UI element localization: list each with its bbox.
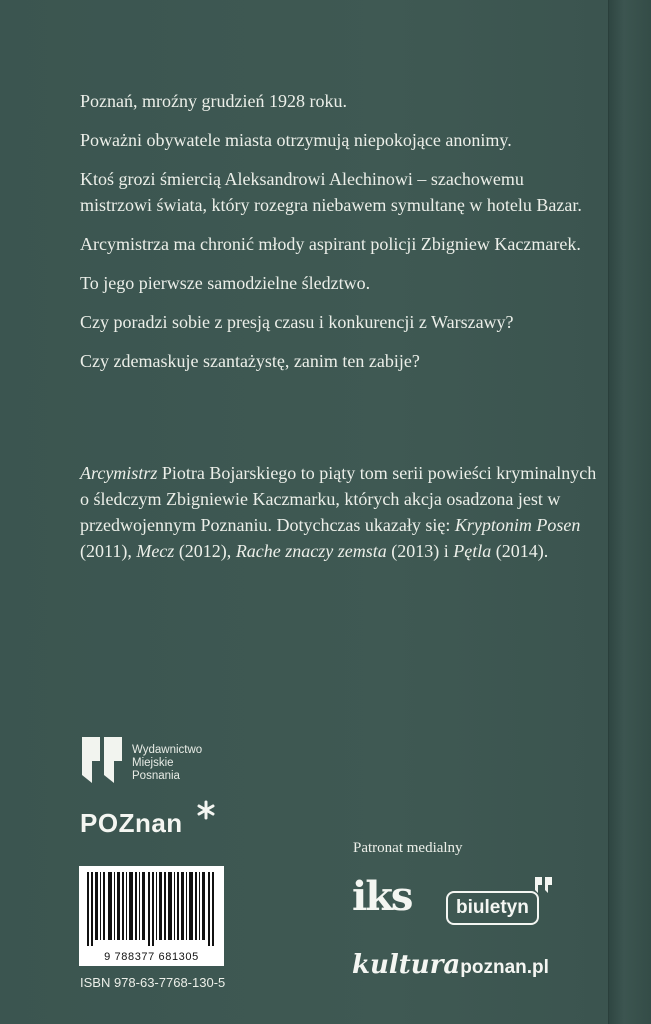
barcode-digits: 9 788377 681305 — [104, 951, 199, 963]
series-book-title: Pętla — [453, 541, 492, 561]
publisher-name-line: Posnania — [132, 770, 180, 782]
note-year: (2014). — [491, 541, 549, 561]
cover-spine-edge — [608, 0, 651, 1024]
biuletyn-logo: biuletyn — [446, 891, 539, 925]
note-year: (2012), — [174, 541, 236, 561]
poznan-city-logo: POZnan — [80, 808, 183, 838]
blurb-text — [80, 88, 600, 387]
quote-mark-icon — [534, 876, 554, 894]
publisher-name — [132, 744, 202, 783]
series-book-title: Mecz — [136, 541, 175, 561]
note-year: (2011), — [80, 541, 137, 561]
publisher-quote-mark-icon — [80, 735, 126, 785]
kultura-poznan-logo — [352, 950, 549, 980]
blurb-paragraph: Arcymistrza ma chronić młody aspirant policji Zbigniew Kaczmarek. — [80, 234, 581, 254]
series-book-title: Kryptonim Posen — [454, 515, 581, 535]
blurb-paragraph: Ktoś grozi śmiercią Aleksandrowi Alechinowi – szachowemu mistrzowi świata, który rozegra niebawem symultanę w hotelu Bazar. — [80, 169, 582, 215]
barcode-bars-icon — [87, 872, 216, 946]
media-patronage-label: Patronat medialny — [353, 840, 463, 856]
blurb-paragraph: Czy zdemaskuje szantażystę, zanim ten zabije? — [80, 351, 420, 371]
kultura-logo-script: kultura — [352, 950, 461, 980]
note-text: Piotra Bojarskiego to piąty tom serii powieści kryminalnych o śledczym Zbigniewie Kaczmarku, których akcja osadzona jest w przedwojennym Poznaniu. Dotychczas ukazały się: — [80, 463, 597, 535]
isbn-number: ISBN 978-63-7768-130-5 — [80, 975, 226, 990]
blurb-paragraph: Czy poradzi sobie z presją czasu i konkurencji z Warszawy? — [80, 312, 514, 332]
asterisk-star-icon — [196, 800, 216, 820]
blurb-paragraph: To jego pierwsze samodzielne śledztwo. — [80, 273, 371, 293]
iks-logo: iks — [352, 873, 412, 920]
isbn-barcode — [79, 866, 224, 966]
note-year: (2013) i — [386, 541, 454, 561]
series-book-title: Rache znaczy zemsta — [235, 541, 387, 561]
blurb-paragraph: Poważni obywatele miasta otrzymują niepokojące anonimy. — [80, 130, 512, 150]
series-note — [80, 460, 600, 564]
publisher-logo — [80, 735, 240, 795]
kultura-logo-domain: poznan.pl — [460, 957, 549, 978]
book-title: Arcymistrz — [80, 463, 158, 483]
publisher-name-line: Miejskie — [132, 757, 174, 769]
publisher-name-line: Wydawnictwo — [132, 744, 203, 756]
blurb-paragraph: Poznań, mroźny grudzień 1928 roku. — [80, 91, 347, 111]
